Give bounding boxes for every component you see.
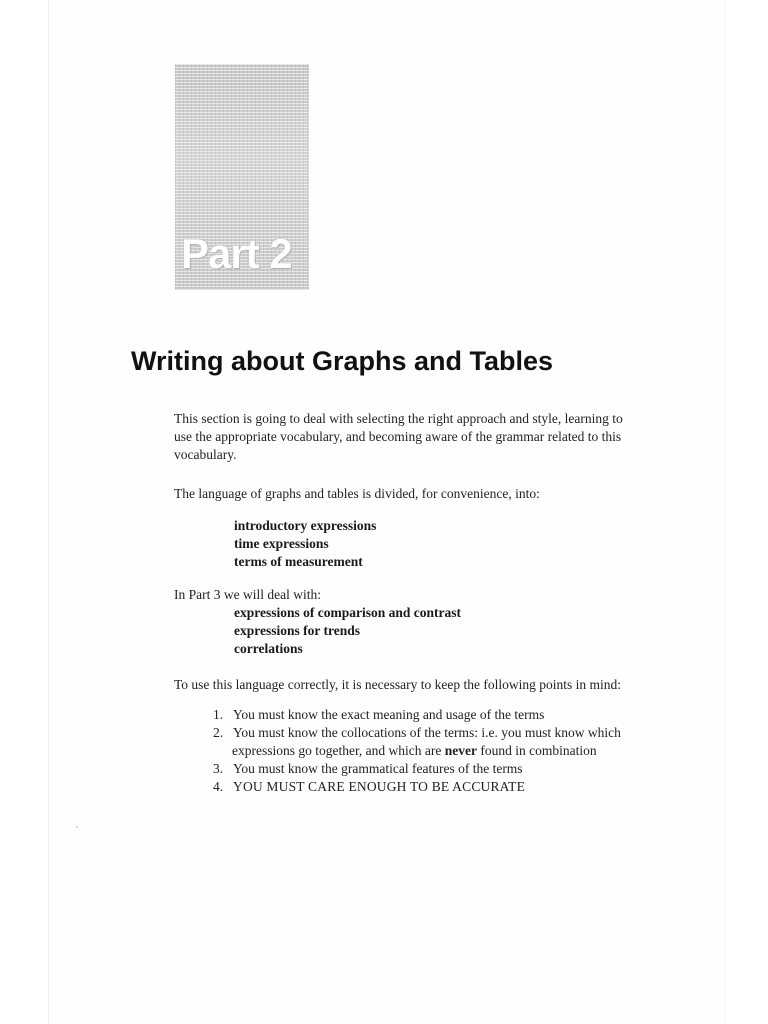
point-item — [213, 724, 621, 760]
intro-line: This section is going to deal with selecting the right approach and style, learning to — [174, 411, 623, 426]
point-number: 2. — [213, 725, 224, 740]
point-text: You must know the exact meaning and usage of the terms — [233, 707, 545, 722]
page-sheet — [48, 0, 726, 1024]
points-list — [213, 706, 621, 796]
point-text: YOU MUST CARE ENOUGH TO BE ACCURATE — [233, 779, 526, 794]
part3-item: expressions for trends — [234, 623, 361, 638]
part3-item: correlations — [234, 641, 303, 656]
part-label: Part 2 — [181, 230, 292, 277]
point-number: 1. — [213, 707, 224, 722]
point-text: You must know the collocations of the terms: i.e. you must know which — [233, 725, 621, 740]
intro-line: use the appropriate vocabulary, and becoming aware of the grammar related to this — [174, 429, 622, 444]
point-text: You must know the grammatical features of the terms — [233, 761, 523, 776]
points-intro: To use this language correctly, it is necessary to keep the following points in mind: — [174, 677, 621, 692]
intro-paragraph — [174, 410, 623, 464]
term-item: introductory expressions — [234, 518, 377, 533]
part3-list — [234, 604, 461, 658]
term-item: time expressions — [234, 536, 329, 551]
term-list — [234, 517, 376, 571]
language-division-text: The language of graphs and tables is divided, for convenience, into: — [174, 486, 540, 501]
intro-line: vocabulary. — [174, 447, 237, 462]
point-continuation — [213, 742, 621, 760]
section-title: Writing about Graphs and Tables — [131, 346, 554, 376]
point-item — [213, 778, 621, 796]
point-emphasis: never — [444, 743, 478, 758]
point-continuation-text: expressions go together, and which are — [232, 743, 445, 758]
part-banner — [175, 64, 309, 290]
point-continuation-text: found in combination — [477, 743, 597, 758]
part3-label: In Part 3 we will deal with: — [174, 587, 321, 602]
point-number: 3. — [213, 761, 224, 776]
term-item: terms of measurement — [234, 554, 363, 569]
point-item — [213, 706, 621, 724]
point-number: 4. — [213, 779, 224, 794]
part3-item: expressions of comparison and contrast — [234, 605, 462, 620]
point-item — [213, 760, 621, 778]
scan-speck — [76, 826, 78, 828]
